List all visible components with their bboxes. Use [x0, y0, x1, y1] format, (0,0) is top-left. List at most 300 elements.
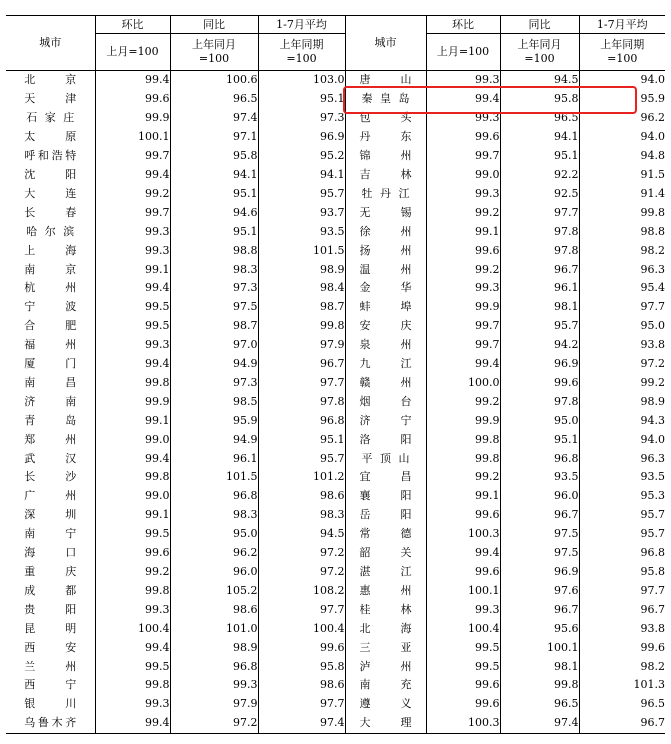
avg-value: 93.5 — [320, 224, 345, 238]
avg-value-cell — [258, 109, 345, 128]
avg-value-cell — [258, 128, 345, 147]
mom-value: 99.3 — [475, 73, 500, 87]
city-name: 岳阳 — [359, 508, 412, 522]
yoy-value-cell — [500, 298, 579, 317]
yoy-value: 95.1 — [554, 432, 579, 446]
yoy-value: 95.1 — [233, 186, 258, 200]
table-row — [6, 203, 665, 222]
mom-value-cell — [426, 241, 500, 260]
city-name-cell — [6, 468, 95, 487]
yoy-value-cell — [170, 487, 258, 506]
avg-value: 99.6 — [640, 640, 665, 654]
avg-value: 97.3 — [320, 111, 345, 125]
avg-value: 96.5 — [640, 697, 665, 711]
mom-value: 99.3 — [145, 243, 170, 257]
avg-value: 96.3 — [640, 451, 665, 465]
table-row — [6, 657, 665, 676]
city-name-cell — [6, 184, 95, 203]
avg-value-cell — [579, 336, 665, 355]
yoy-value: 98.3 — [233, 262, 258, 276]
yoy-value: 95.1 — [233, 224, 258, 238]
city-name: 长春 — [24, 205, 77, 219]
city-name: 南京 — [24, 262, 77, 276]
avg-value-cell — [258, 222, 345, 241]
mom-value-cell — [95, 714, 170, 733]
yoy-value: 105.2 — [226, 583, 258, 597]
yoy-value: 96.5 — [233, 92, 258, 106]
yoy-value-cell — [170, 336, 258, 355]
city-name: 洛阳 — [359, 432, 412, 446]
city-name-cell — [6, 411, 95, 430]
avg-value: 98.9 — [640, 394, 665, 408]
table-row — [6, 374, 665, 393]
avg-value-cell — [258, 392, 345, 411]
mom-value-cell — [95, 109, 170, 128]
yoy-value: 96.8 — [233, 489, 258, 503]
mom-value: 99.9 — [475, 300, 500, 314]
mom-value: 99.0 — [145, 432, 170, 446]
city-name: 襄阳 — [359, 489, 412, 503]
city-name-cell — [6, 487, 95, 506]
city-name: 泸州 — [359, 659, 412, 673]
city-name: 丹东 — [359, 130, 412, 144]
table-row — [6, 336, 665, 355]
city-name-cell — [345, 184, 426, 203]
yoy-value-cell — [170, 714, 258, 733]
city-name-cell — [345, 90, 426, 109]
mom-value-cell — [426, 468, 500, 487]
mom-value: 99.7 — [475, 149, 500, 163]
city-name-cell — [6, 392, 95, 411]
yoy-value-cell — [170, 600, 258, 619]
mom-value-cell — [95, 260, 170, 279]
mom-value-cell — [95, 695, 170, 714]
avg-value: 93.7 — [320, 205, 345, 219]
city-name-cell — [6, 203, 95, 222]
yoy-value-cell — [170, 638, 258, 657]
mom-value-cell — [426, 355, 500, 374]
avg-value-cell — [258, 619, 345, 638]
yoy-value-cell — [500, 184, 579, 203]
mom-value: 99.8 — [145, 678, 170, 692]
city-name: 扬州 — [359, 243, 412, 257]
yoy-value: 98.1 — [554, 300, 579, 314]
city-name-cell — [345, 449, 426, 468]
mom-value-cell — [426, 128, 500, 147]
avg-value: 99.8 — [640, 205, 665, 219]
avg-value-cell — [579, 449, 665, 468]
yoy-value-cell — [170, 676, 258, 695]
mom-value: 100.0 — [468, 375, 500, 389]
mom-value-cell — [95, 619, 170, 638]
avg-value-cell — [258, 411, 345, 430]
city-name-cell — [6, 90, 95, 109]
yoy-value: 95.1 — [554, 149, 579, 163]
yoy-value-cell — [170, 619, 258, 638]
city-name: 贵阳 — [24, 602, 77, 616]
avg-value-cell — [258, 487, 345, 506]
yoy-value-cell — [170, 298, 258, 317]
city-name: 安庆 — [359, 319, 412, 333]
city-name: 济宁 — [359, 413, 412, 427]
avg-value: 101.2 — [313, 470, 345, 484]
yoy-value-cell — [500, 487, 579, 506]
table-row — [6, 676, 665, 695]
avg-value: 101.5 — [313, 243, 345, 257]
mom-subheader-left: 上月=100 — [95, 34, 170, 71]
avg-value: 97.7 — [640, 583, 665, 597]
mom-value: 100.4 — [468, 621, 500, 635]
mom-value-cell — [426, 90, 500, 109]
yoy-value: 94.1 — [554, 130, 579, 144]
city-name: 重庆 — [24, 565, 77, 579]
mom-value-cell — [426, 109, 500, 128]
yoy-value: 96.5 — [554, 111, 579, 125]
yoy-value: 97.5 — [554, 527, 579, 541]
mom-value: 100.1 — [138, 130, 170, 144]
mom-value-cell — [95, 336, 170, 355]
mom-value: 99.4 — [145, 640, 170, 654]
yoy-value: 96.0 — [233, 565, 258, 579]
avg-value-cell — [258, 525, 345, 544]
mom-value-cell — [426, 695, 500, 714]
avg-value-cell — [579, 260, 665, 279]
mom-value: 99.1 — [475, 224, 500, 238]
table-row — [6, 619, 665, 638]
mom-value-cell — [95, 487, 170, 506]
yoy-value-cell — [500, 203, 579, 222]
mom-value-cell — [426, 619, 500, 638]
avg-subheader-line1: 上年同期 — [279, 38, 324, 51]
mom-value: 99.4 — [145, 716, 170, 730]
avg-value-cell — [579, 166, 665, 185]
city-name: 海口 — [24, 546, 77, 560]
mom-value: 99.8 — [475, 432, 500, 446]
city-name-cell — [6, 638, 95, 657]
city-name: 唐山 — [359, 73, 412, 87]
avg-value-cell — [579, 430, 665, 449]
avg-value-cell — [258, 241, 345, 260]
mom-value: 99.3 — [145, 338, 170, 352]
table-body — [6, 71, 665, 734]
avg-value-cell — [258, 166, 345, 185]
mom-value: 99.4 — [145, 357, 170, 371]
mom-value-cell — [95, 506, 170, 525]
avg-value-cell — [258, 336, 345, 355]
table-row — [6, 147, 665, 166]
mom-value: 99.8 — [475, 451, 500, 465]
avg-value-cell — [258, 581, 345, 600]
yoy-value: 98.3 — [233, 508, 258, 522]
yoy-value-cell — [500, 695, 579, 714]
yoy-value-cell — [170, 109, 258, 128]
city-name: 金华 — [359, 281, 412, 295]
yoy-value-cell — [500, 600, 579, 619]
avg-value: 95.7 — [640, 527, 665, 541]
city-name-cell — [6, 600, 95, 619]
avg-value-cell — [579, 487, 665, 506]
table-row — [6, 279, 665, 298]
yoy-value: 95.6 — [554, 621, 579, 635]
mom-value: 99.5 — [145, 319, 170, 333]
mom-value-cell — [95, 166, 170, 185]
avg-value: 98.6 — [320, 678, 345, 692]
mom-value-cell — [95, 298, 170, 317]
avg-value: 96.7 — [640, 716, 665, 730]
avg-value-cell — [579, 676, 665, 695]
yoy-value-cell — [500, 638, 579, 657]
mom-value-cell — [426, 411, 500, 430]
avg-value: 101.3 — [633, 678, 665, 692]
yoy-value-cell — [500, 525, 579, 544]
city-name-cell — [6, 241, 95, 260]
avg-value: 95.8 — [320, 659, 345, 673]
city-name-cell — [345, 71, 426, 90]
yoy-value: 98.6 — [233, 602, 258, 616]
mom-value: 99.3 — [475, 111, 500, 125]
mom-value: 99.0 — [475, 167, 500, 181]
mom-value: 99.8 — [145, 470, 170, 484]
yoy-value: 96.1 — [233, 451, 258, 465]
mom-value-cell — [426, 392, 500, 411]
avg-subheader-right — [579, 34, 665, 71]
yoy-value: 97.4 — [233, 111, 258, 125]
avg-value-cell — [579, 109, 665, 128]
table-row — [6, 563, 665, 582]
mom-value-cell — [95, 430, 170, 449]
mom-value: 99.5 — [145, 300, 170, 314]
mom-value-cell — [95, 468, 170, 487]
yoy-value-cell — [500, 430, 579, 449]
avg-value: 95.3 — [640, 489, 665, 503]
mom-value: 99.1 — [145, 262, 170, 276]
city-name: 郑州 — [24, 432, 77, 446]
avg-value: 99.6 — [320, 640, 345, 654]
yoy-value-cell — [170, 260, 258, 279]
avg-value: 95.2 — [320, 149, 345, 163]
yoy-value-cell — [500, 468, 579, 487]
city-name: 成都 — [24, 583, 77, 597]
avg-value-cell — [579, 147, 665, 166]
mom-value: 99.7 — [145, 149, 170, 163]
city-name-cell — [345, 355, 426, 374]
mom-value-cell — [426, 600, 500, 619]
yoy-value-cell — [170, 317, 258, 336]
yoy-value: 94.1 — [233, 167, 258, 181]
avg-subheader-line2: =100 — [286, 52, 317, 65]
yoy-value-cell — [500, 392, 579, 411]
city-name: 长沙 — [24, 470, 77, 484]
avg-value: 98.8 — [640, 224, 665, 238]
avg-value-cell — [579, 695, 665, 714]
mom-value-cell — [95, 147, 170, 166]
yoy-value-cell — [500, 714, 579, 733]
table-row — [6, 109, 665, 128]
avg-subheader-line2: =100 — [607, 52, 638, 65]
avg-value: 91.5 — [640, 167, 665, 181]
yoy-value: 95.8 — [554, 92, 579, 106]
avg-value-cell — [579, 525, 665, 544]
city-name-cell — [345, 128, 426, 147]
city-name-cell — [6, 676, 95, 695]
yoy-value-cell — [170, 544, 258, 563]
avg-value-cell — [258, 657, 345, 676]
city-name-cell — [6, 695, 95, 714]
avg-value: 95.8 — [640, 565, 665, 579]
mom-value-cell — [426, 581, 500, 600]
yoy-subheader-line1: 上年同月 — [192, 38, 236, 51]
table-row — [6, 184, 665, 203]
table-row — [6, 544, 665, 563]
avg-value: 96.8 — [320, 413, 345, 427]
city-name: 南充 — [359, 678, 412, 692]
yoy-value-cell — [170, 90, 258, 109]
yoy-value-cell — [500, 374, 579, 393]
avg-value-cell — [258, 544, 345, 563]
yoy-value: 96.7 — [554, 602, 579, 616]
mom-value-cell — [95, 449, 170, 468]
avg-value-cell — [579, 317, 665, 336]
city-name-cell — [6, 128, 95, 147]
yoy-value: 101.5 — [226, 470, 258, 484]
yoy-value: 95.0 — [233, 527, 258, 541]
mom-value: 99.9 — [145, 394, 170, 408]
yoy-value: 95.0 — [554, 413, 579, 427]
city-name-cell — [6, 581, 95, 600]
mom-value: 99.2 — [475, 470, 500, 484]
mom-value-cell — [95, 374, 170, 393]
avg-header-left: 1-7月平均 — [258, 16, 345, 34]
city-name: 南宁 — [24, 527, 77, 541]
mom-value-cell — [426, 638, 500, 657]
mom-subheader-right: 上月=100 — [426, 34, 500, 71]
city-name-cell — [345, 336, 426, 355]
mom-value: 99.8 — [145, 583, 170, 597]
city-name: 广州 — [24, 489, 77, 503]
yoy-value-cell — [500, 128, 579, 147]
yoy-value: 96.7 — [554, 262, 579, 276]
yoy-value: 96.9 — [554, 565, 579, 579]
avg-value: 94.1 — [320, 167, 345, 181]
table-row — [6, 487, 665, 506]
city-name: 福州 — [24, 338, 77, 352]
avg-value: 97.7 — [320, 697, 345, 711]
mom-value: 99.6 — [475, 508, 500, 522]
mom-value-cell — [426, 166, 500, 185]
avg-value-cell — [258, 676, 345, 695]
avg-value-cell — [258, 260, 345, 279]
avg-value-cell — [579, 411, 665, 430]
mom-value: 99.2 — [145, 565, 170, 579]
avg-value: 96.7 — [640, 602, 665, 616]
yoy-value: 94.5 — [554, 73, 579, 87]
yoy-value-cell — [170, 392, 258, 411]
city-name-cell — [345, 222, 426, 241]
city-name: 北京 — [24, 73, 77, 87]
mom-value-cell — [426, 525, 500, 544]
city-name-cell — [345, 487, 426, 506]
yoy-value-cell — [500, 109, 579, 128]
avg-value: 98.2 — [640, 659, 665, 673]
avg-value: 98.6 — [320, 489, 345, 503]
avg-value: 95.7 — [640, 508, 665, 522]
avg-value-cell — [579, 298, 665, 317]
city-name-cell — [6, 109, 95, 128]
city-name-cell — [345, 392, 426, 411]
city-name: 惠州 — [359, 583, 412, 597]
avg-value: 94.0 — [640, 73, 665, 87]
avg-value: 103.0 — [313, 73, 345, 87]
yoy-value: 100.1 — [547, 640, 579, 654]
mom-value: 99.5 — [475, 659, 500, 673]
city-header-right: 城市 — [345, 16, 426, 71]
city-name: 徐州 — [359, 224, 412, 238]
mom-value: 99.5 — [145, 527, 170, 541]
city-name-cell — [345, 600, 426, 619]
table-row — [6, 430, 665, 449]
yoy-value: 96.8 — [554, 451, 579, 465]
yoy-value-cell — [170, 184, 258, 203]
avg-value-cell — [579, 355, 665, 374]
avg-value: 95.1 — [320, 432, 345, 446]
yoy-value-cell — [170, 128, 258, 147]
yoy-subheader-line2: =100 — [198, 52, 230, 65]
avg-value: 98.2 — [640, 243, 665, 257]
avg-value-cell — [258, 298, 345, 317]
city-name: 上海 — [24, 243, 77, 257]
mom-value: 100.1 — [468, 583, 500, 597]
avg-value: 95.4 — [640, 281, 665, 295]
city-name: 无锡 — [359, 205, 412, 219]
city-name: 昆明 — [24, 621, 77, 635]
city-name: 大连 — [24, 186, 77, 200]
mom-value: 99.2 — [475, 262, 500, 276]
yoy-value-cell — [500, 279, 579, 298]
city-name: 秦皇岛 — [361, 92, 410, 106]
yoy-value: 97.8 — [554, 394, 579, 408]
avg-value: 100.4 — [313, 621, 345, 635]
city-name: 三亚 — [359, 640, 412, 654]
avg-value-cell — [579, 638, 665, 657]
city-name: 蚌埠 — [359, 300, 412, 314]
city-name-cell — [345, 525, 426, 544]
yoy-value-cell — [170, 374, 258, 393]
city-name: 太原 — [24, 130, 77, 144]
avg-value-cell — [579, 600, 665, 619]
city-name: 青岛 — [24, 413, 77, 427]
mom-value-cell — [95, 203, 170, 222]
mom-header-right: 环比 — [426, 16, 500, 34]
yoy-subheader-right — [500, 34, 579, 71]
mom-value-cell — [426, 317, 500, 336]
yoy-value: 97.3 — [233, 281, 258, 295]
mom-value: 99.4 — [475, 92, 500, 106]
city-name: 哈尔滨 — [26, 224, 75, 238]
yoy-value: 97.7 — [554, 205, 579, 219]
yoy-value: 97.8 — [554, 243, 579, 257]
mom-value-cell — [426, 336, 500, 355]
city-name: 桂林 — [359, 602, 412, 616]
city-name: 西安 — [24, 640, 77, 654]
mom-value: 99.4 — [475, 357, 500, 371]
city-name-cell — [345, 714, 426, 733]
city-name-cell — [345, 374, 426, 393]
avg-value: 98.3 — [320, 508, 345, 522]
city-name: 南昌 — [24, 375, 77, 389]
yoy-value: 95.9 — [233, 413, 258, 427]
table-row — [6, 581, 665, 600]
city-name: 宜昌 — [359, 470, 412, 484]
